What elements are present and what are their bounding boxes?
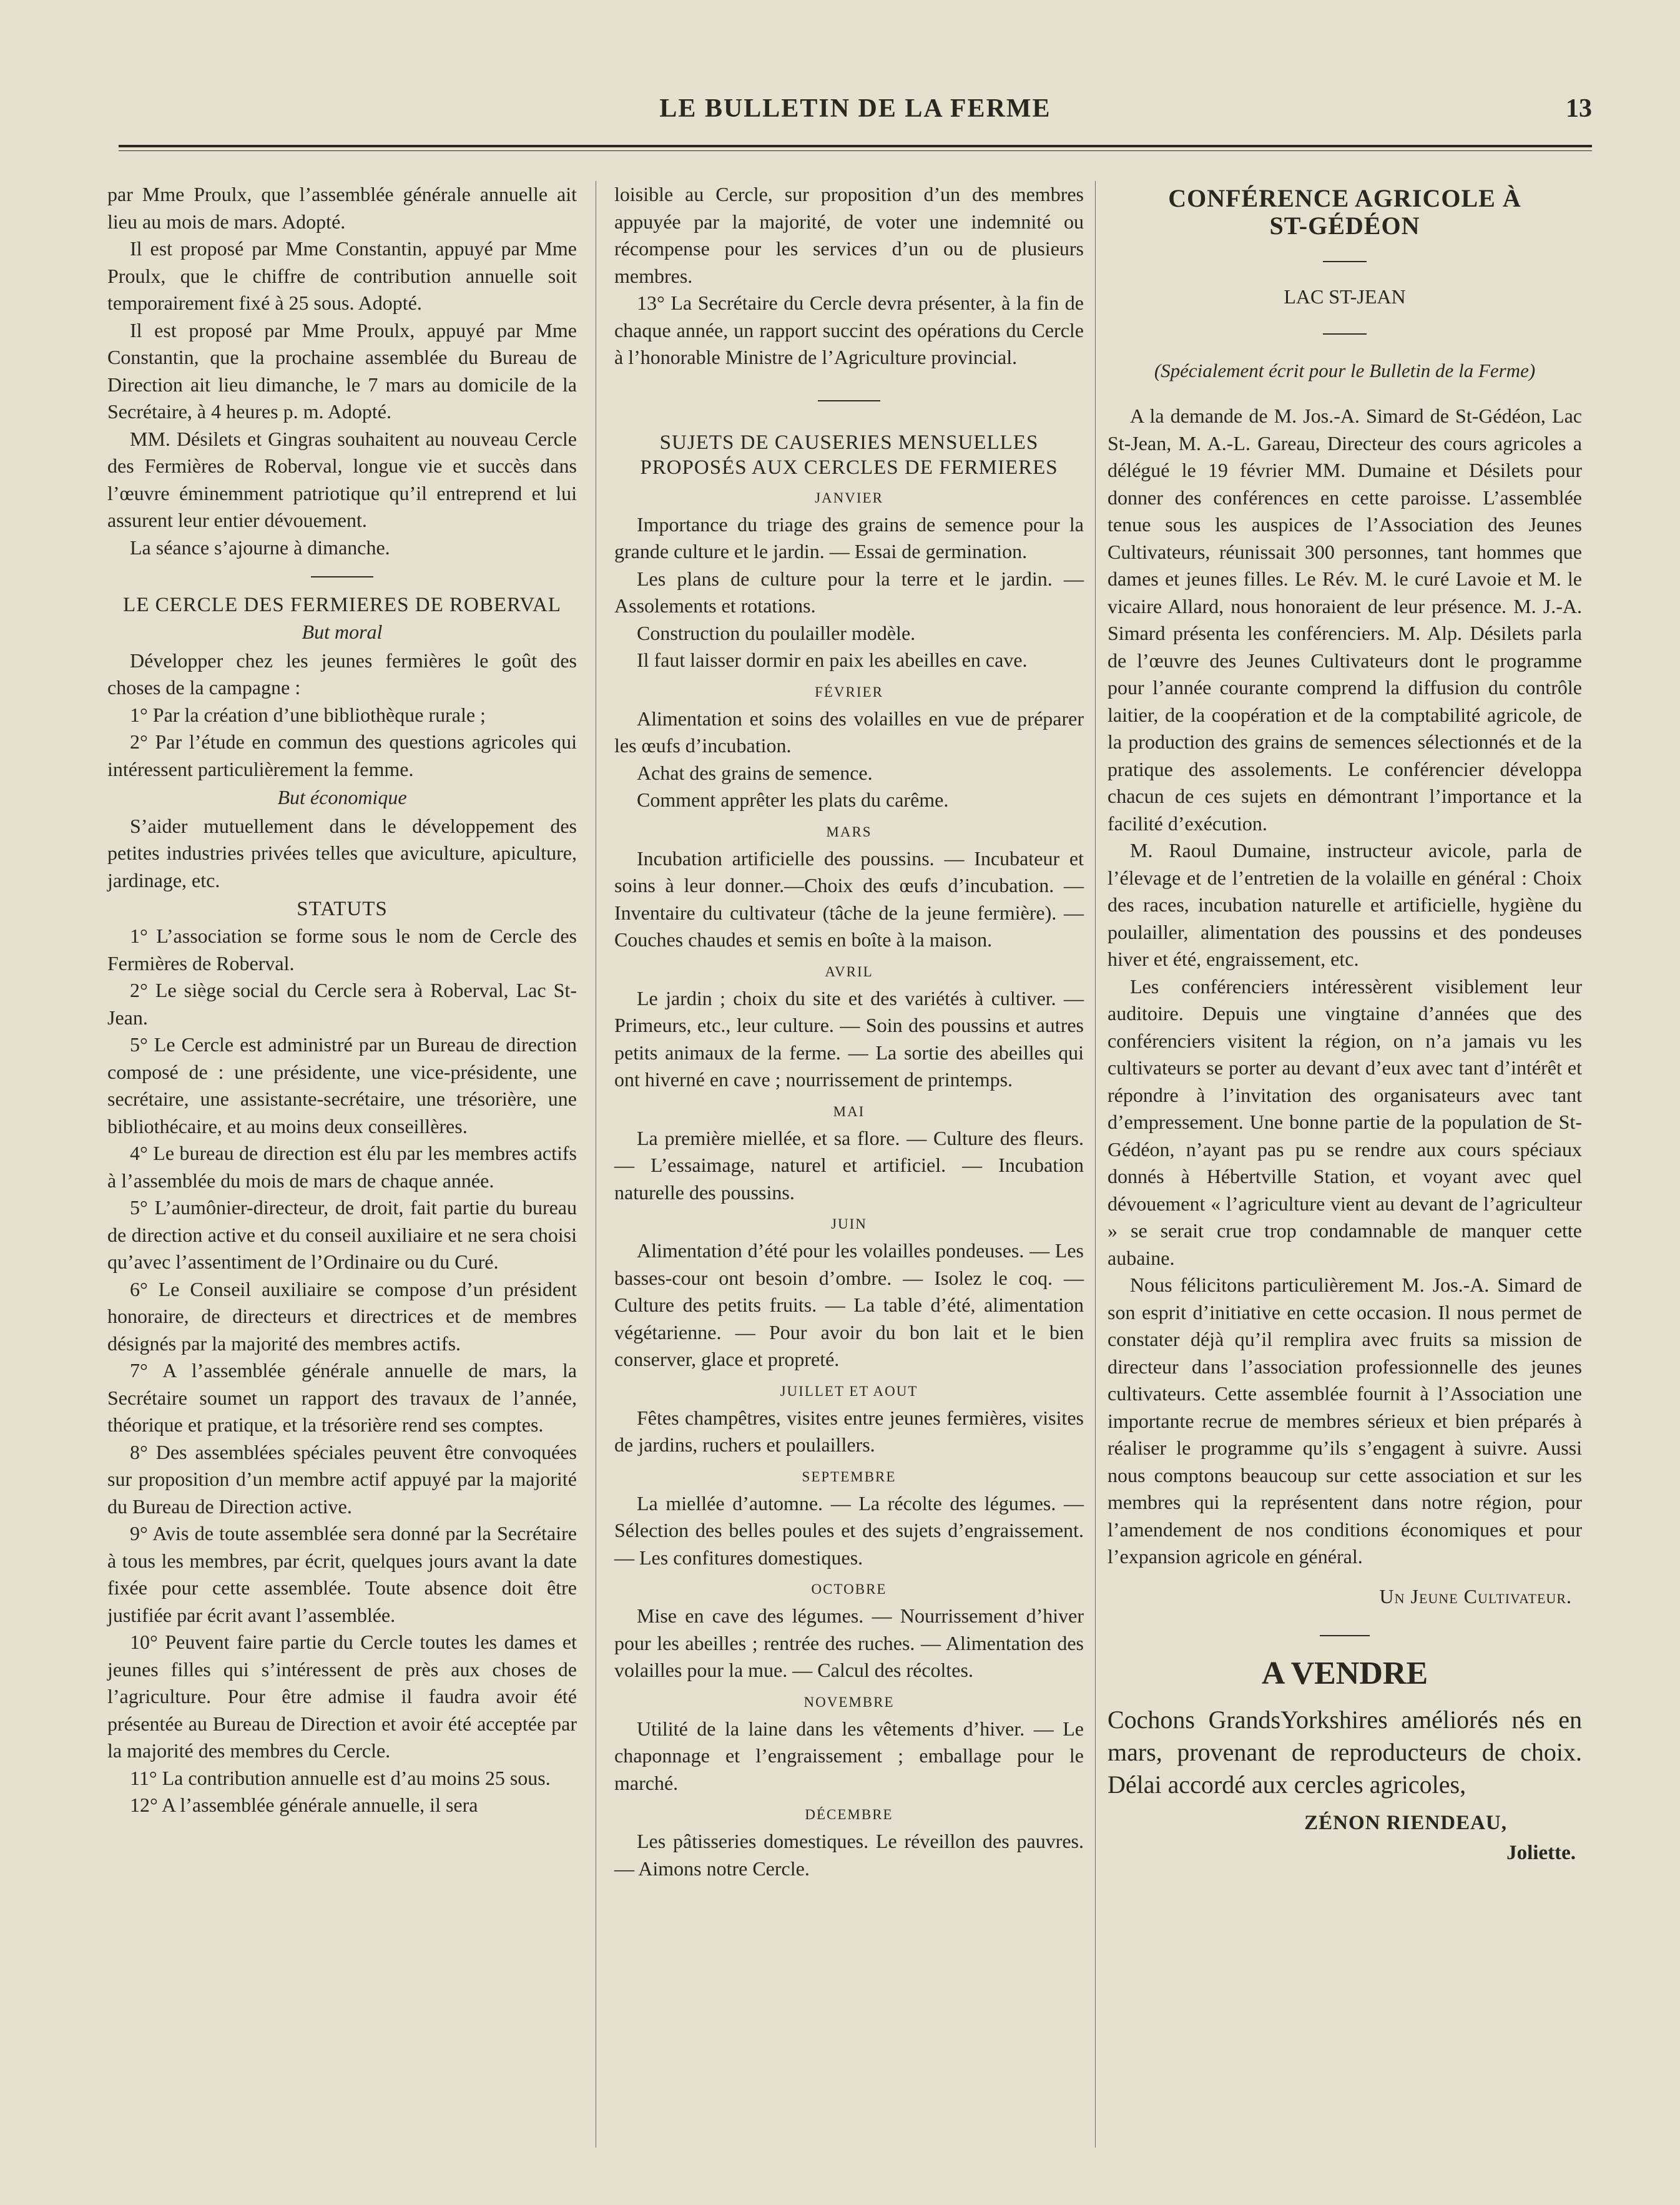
statut-item: 5° Le Cercle est administré par un Bureau de direction composé de : une présidente, une vice-présidente, une secrétaire, une assistante-secrétaire, une trésorière, une bibliothécaire, et au moins deux conseillères. [107,1033,577,1137]
paragraph: Développer chez les jeunes fermières le goût des choses de la campagne : [107,649,577,699]
statut-item: 2° Le siège social du Cercle sera à Roberval, Lac St-Jean. [107,979,577,1029]
month-topic: Alimentation d’été pour les volailles pondeuses. — Les basses-cour ont besoin d’ombre. — Isolez le coq. — Culture des petits fruits. — La table d’été, alimentation végétarienne. — Pour avoir du bon lait et le bien conserver, glace et propreté. [614,1239,1084,1370]
paragraph: loisible au Cercle, sur proposition d’un des membres appuyée par la majorité, de voter une indemnité ou récompense pour les services d’un ou de plusieurs membres. [614,183,1084,287]
month-heading: OCTOBRE [811,1581,887,1597]
left-column [107,181,577,1819]
article-title: CONFÉRENCE AGRICOLE À [1168,184,1521,212]
month-topic: Incubation artificielle des poussins. — Incubateur et soins à leur donner.—Choix des œufs d’incubation. — Inventaire du cultivateur (tâche de la jeune fermière). — Couches chaudes et semis en boîte à la maison. [614,847,1084,951]
paragraph: 13° La Secrétaire du Cercle devra présenter, à la fin de chaque année, un rapport succint des opérations du Cercle à l’honorable Ministre de l’Agriculture provincial. [614,292,1084,368]
month-topic: Utilité de la laine dans les vêtements d’hiver. — Le chaponnage et l’engraissement ; emballage pour le marché. [614,1717,1084,1794]
paragraph: 2° Par l’étude en commun des questions agricoles qui intéressent particulièrement la femme. [107,730,577,780]
article-location: LAC ST-JEAN [1284,285,1406,308]
paragraph: M. Raoul Dumaine, instructeur avicole, parla de l’élevage et de l’entretien de la volaille en général : Choix des races, incubation naturelle et artificielle, hygiène du poulailler, alimentation des poussins et des pondeuses hiver et été, engraissement, etc. [1108,839,1582,970]
sale-seller-town: Joliette. [1506,1841,1576,1864]
section-rule [1323,261,1367,262]
section-title: LE CERCLE DES FERMIERES DE ROBERVAL [123,594,561,616]
paragraph: Les conférenciers intéressèrent visiblement leur auditoire. Depuis une vingtaine d’années que des conférenciers visitent la région, on n’a jamais vu les cultivateurs se porter au devant d’eux avec tant d’intérêt et répondre à l’invitation des organisateurs avec tant d’empressement. Une bonne partie de la population de St-Gédéon, n’ayant pas pu se rendre aux cours spéciaux donnés à Hébertville Station, et voyant avec quel dévouement « l’agriculture vient au devant de l’agriculteur » se serait crue trop condamnable de manquer cette aubaine. [1108,975,1582,1269]
column-divider [1095,181,1096,2148]
month-list [614,489,1084,1883]
month-topic: Construction du poulailler modèle. [637,621,916,644]
paragraph: La séance s’ajourne à dimanche. [130,536,390,559]
month-topic: La miellée d’automne. — La récolte des légumes. — Sélection des belles poules et des sujets d’engraissement. — Les confitures domestiques. [614,1491,1084,1569]
article-title: ST-GÉDÉON [1269,212,1420,240]
month-topic: Le jardin ; choix du site et des variétés à cultiver. — Primeurs, etc., leur culture. — Soin des poussins et autres petits animaux de la ferme. — La sortie des abeilles qui ont hiverné en cave ; nourrissement de printemps. [614,986,1084,1091]
statut-item: 12° A l’assemblée générale annuelle, il sera [130,1794,478,1816]
month-topic: Alimentation et soins des volailles en vue de préparer les œufs d’incubation. [614,707,1084,757]
section-rule [1323,333,1367,335]
month-heading: NOVEMBRE [803,1694,895,1710]
month-heading: JUILLET ET AOUT [780,1383,918,1399]
month-heading: FÉVRIER [815,684,883,700]
paragraph: S’aider mutuellement dans le développement des petites industries privées telles que aviculture, apiculture, jardinage, etc. [107,814,577,891]
section-rule [1320,1635,1370,1636]
month-topic: Importance du triage des grains de semence pour la grande culture et le jardin. — Essai de germination. [614,513,1084,562]
subsection-title: But moral [302,621,383,643]
month-topic: Fêtes champêtres, visites entre jeunes fermières, visites de jardins, ruchers et poulaillers. [614,1406,1084,1456]
paragraph: Nous félicitons particulièrement M. Jos.-A. Simard de son esprit d’initiative en cette occasion. Il nous permet de constater déjà qu’il remplira avec fruits sa mission de directeur dans l’association professionnelle des jeunes cultivateurs. Cette assemblée fournit à l’Association une importante recrue de membres sérieux et bien préparés à réaliser le programme qu’ils s’engagent à suivre. Aussi nous comptons beaucoup sur cette association et sur les membres qui la représentent dans notre région, pour l’amendement de nos conditions économiques et pour l’expansion agricole en général. [1108,1274,1582,1568]
month-heading: JANVIER [815,489,883,506]
month-topic: Achat des grains de semence. [637,761,873,784]
month-topic: Mise en cave des légumes. — Nourrissement d’hiver pour les abeilles ; rentrée des ruches. — Alimentation des volailles pour la mue. — Calcul des récoltes. [614,1604,1084,1681]
paragraph: A la demande de M. Jos.-A. Simard de St-Gédéon, Lac St-Jean, M. A.-L. Gareau, Directeur des cours agricoles a délégué le 19 février MM. Dumaine et Désilets pour donner des conférences en cette paroisse. L’assemblée tenue sous les auspices de l’Association des Jeunes Cultivateurs, réunissait 300 personnes, tant hommes que dames et jeunes filles. Le Rév. M. le curé Lavoie et M. le vicaire Allard, nous honoraient de leur présence. M. J.-A. Simard présenta les conférenciers. M. Alp. Désilets parla de l’œuvre des Jeunes Cultivateurs dont le programme pour l’année courante comprend la diffusion du contrôle laitier, de la coopération et de la comptabilité agricole, de la production des grains de semences sélectionnés et de la pratique des assolements. Le conférencier développa chacun de ces sujets en démontrant l’importance et la facilité d’exécution. [1108,405,1582,835]
page-number: 13 [1566,94,1592,123]
section-title: SUJETS DE CAUSERIES MENSUELLES PROPOSÉS AUX CERCLES DE FERMIERES [640,431,1058,479]
paragraph: 1° Par la création d’une bibliothèque rurale ; [130,703,486,726]
month-heading: AVRIL [825,963,873,980]
subsection-title: But économique [277,786,407,808]
month-heading: DÉCEMBRE [805,1807,893,1822]
right-column [1108,181,1582,1867]
month-topic: Comment apprêter les plats du carême. [637,788,949,811]
article-note: (Spécialement écrit pour le Bulletin de la Ferme) [1154,359,1536,381]
month-topic: Les plans de culture pour la terre et le jardin. — Assolements et rotations. [614,567,1084,617]
statut-item: 11° La contribution annuelle est d’au moins 25 sous. [130,1766,551,1789]
paragraph: MM. Désilets et Gingras souhaitent au nouveau Cercle des Fermières de Roberval, longue vie et succès dans l’œuvre éminemment patriotique qu’il entreprend et lui assurent leur entier dévouement. [107,427,577,531]
paragraph: Il est proposé par Mme Constantin, appuyé par Mme Proulx, que le chiffre de contribution annuelle soit temporairement fixé à 25 sous. Adopté. [107,237,577,314]
statut-item: 9° Avis de toute assemblée sera donné par la Secrétaire à tous les membres, par écrit, quelques jours avant la date fixée pour cette assemblée. Toute absence doit être justifiée par écrit avant l’assemblée. [107,1522,577,1626]
month-topic: Les pâtisseries domestiques. Le réveillon des pauvres. — Aimons notre Cercle. [614,1830,1084,1880]
journal-title: LE BULLETIN DE LA FERME [659,94,1051,123]
header-rule [119,145,1592,151]
paragraph: par Mme Proulx, que l’assemblée générale annuelle ait lieu au mois de mars. Adopté. [107,183,577,233]
sale-title: A VENDRE [1261,1656,1428,1691]
sale-seller-name: ZÉNON RIENDEAU, [1304,1812,1507,1834]
middle-column [614,181,1084,1882]
month-heading: SEPTEMBRE [802,1468,896,1485]
statuts-title: STATUTS [297,898,388,920]
section-rule [818,400,880,401]
month-heading: JUIN [831,1216,867,1232]
section-rule [311,576,373,577]
sale-text: Cochons GrandsYorkshires améliorés nés en mars, provenant de reproducteurs de choix. Délai accordé aux cercles agricoles, [1108,1706,1582,1799]
statut-item: 8° Des assemblées spéciales peuvent être convoquées sur proposition d’un membre actif appuyé par la majorité du Bureau de Direction active. [107,1440,577,1518]
statut-item: 4° Le bureau de direction est élu par les membres actifs à l’assemblée du mois de mars de chaque année. [107,1142,577,1192]
statut-item: 1° L’association se forme sous le nom de Cercle des Fermières de Roberval. [107,925,577,975]
article-signature: Un Jeune Cultivateur. [1379,1584,1572,1608]
month-heading: MAI [833,1103,865,1119]
statut-item: 10° Peuvent faire partie du Cercle toutes les dames et jeunes filles qui s’intéressent de près aux choses de l’agriculture. Pour être admise il faudra avoir été présentée au Bureau de Direction et avoir été acceptée par la majorité des membres du Cercle. [107,1631,577,1762]
month-topic: Il faut laisser dormir en paix les abeilles en cave. [637,649,1028,671]
statut-item: 7° A l’assemblée générale annuelle de mars, la Secrétaire soumet un rapport des travaux de l’année, théorique et pratique, et la trésorière rend ses comptes. [107,1359,577,1436]
month-heading: MARS [826,823,872,840]
paragraph: Il est proposé par Mme Proulx, appuyé par Mme Constantin, que la prochaine assemblée du Bureau de Direction ait lieu dimanche, le 7 mars au domicile de la Secrétaire, à 4 heures p. m. Adopté. [107,318,577,423]
page-header [119,94,1592,131]
month-topic: La première miellée, et sa flore. — Culture des fleurs. — L’essaimage, naturel et artificiel. — Incubation naturelle des poussins. [614,1126,1084,1204]
statut-item: 5° L’aumônier-directeur, de droit, fait partie du bureau de direction active et du conseil auxiliaire et ne sera choisi qu’avec l’assentiment de l’Ordinaire ou du Curé. [107,1196,577,1273]
statut-item: 6° Le Conseil auxiliaire se compose d’un président honoraire, de directeurs et directrices et de membres désignés par la majorité des membres actifs. [107,1277,577,1355]
